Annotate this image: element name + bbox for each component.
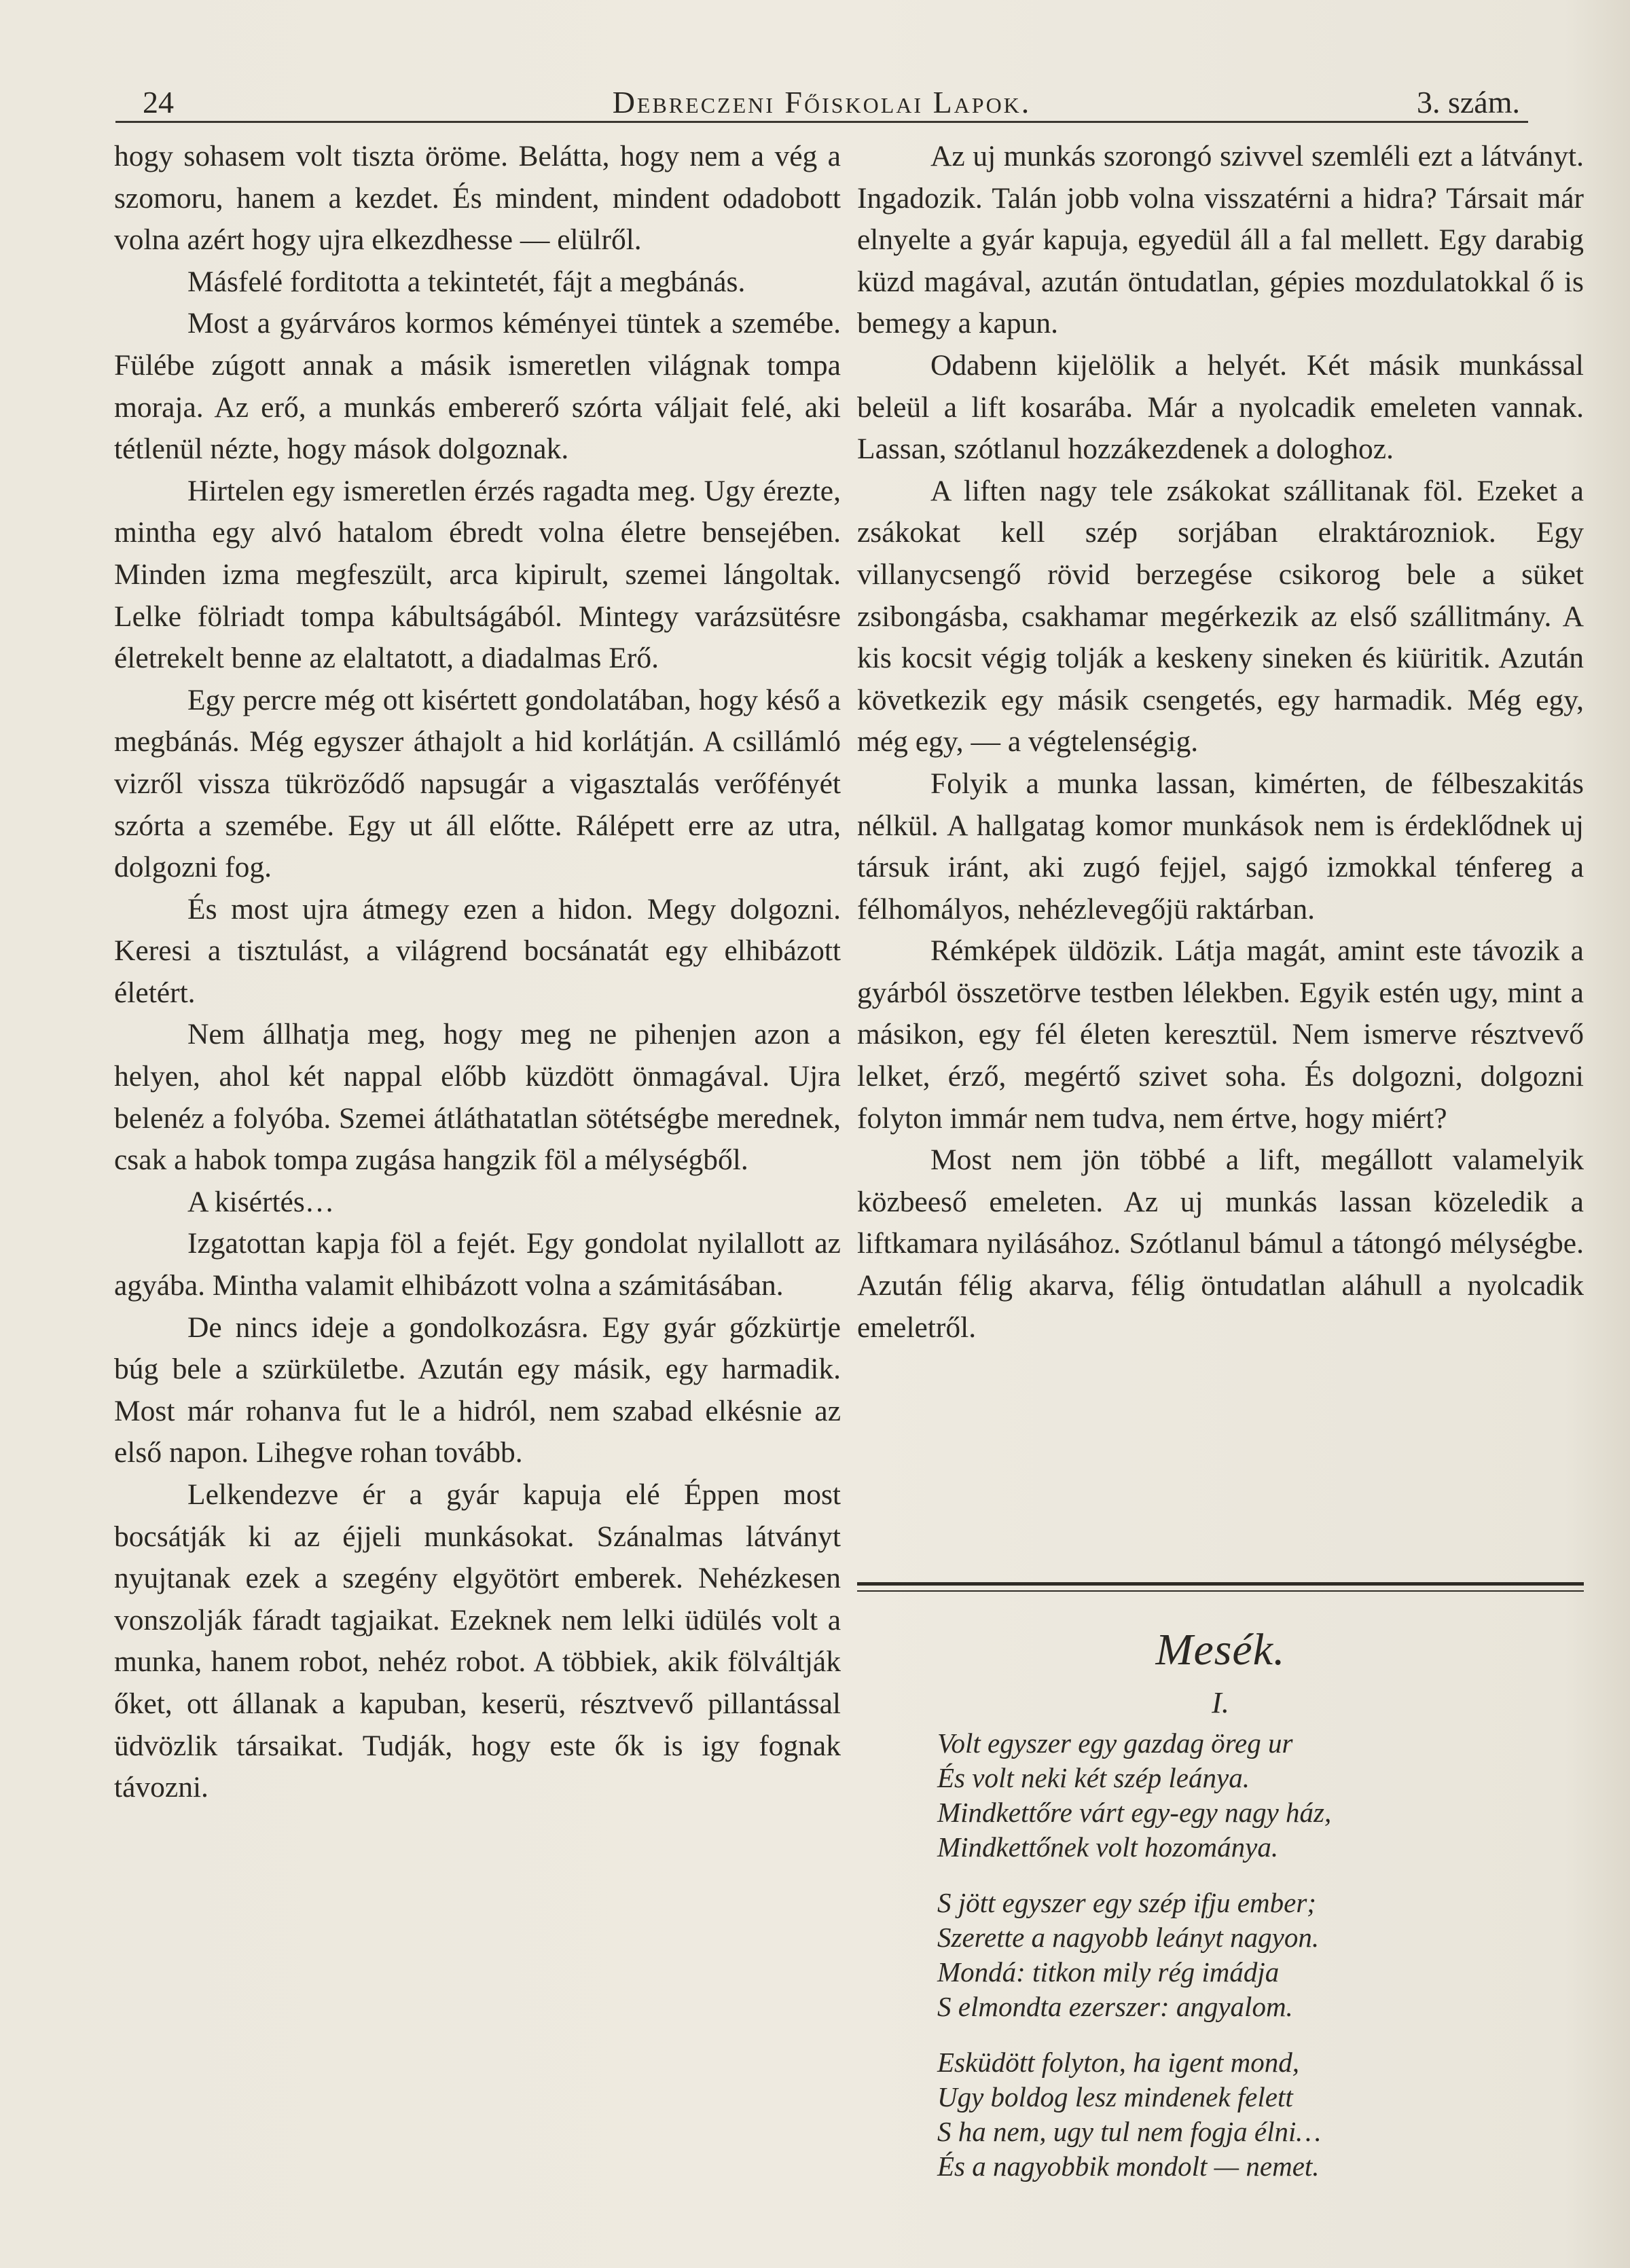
poem-number: I. bbox=[1212, 1686, 1229, 1719]
poem-line: Ugy boldog lesz mindenek felett bbox=[937, 2081, 1293, 2112]
paragraph: Hirtelen egy ismeretlen érzés ragadta meg. Ugy érezte, mintha egy alvó hatalom ébredt volna életre bensejében. Minden izma megfeszült, arca kipirult, szemei lángoltak. Lelke fölriadt tompa kábultságából. Mintegy varázsütésre életrekelt benne az elaltatott, a diadalmas Erő. bbox=[114, 474, 841, 675]
issue-number: 3. szám. bbox=[1416, 85, 1520, 120]
poem-line: S jött egyszer egy szép ifju ember; bbox=[937, 1887, 1316, 1918]
paragraph: Az uj munkás szorongó szivvel szemléli ezt a látványt. Ingadozik. Talán jobb volna visszatérni a hidra? Társait már elnyelte a gyár kapuja, egyedül áll a fal mellett. Egy darabig küzd magával, azután öntudatlan, gépies mozdulatokkal ő is bemegy a kapun. bbox=[857, 140, 1584, 340]
running-head bbox=[115, 73, 1528, 123]
stanza bbox=[937, 2045, 1548, 2184]
poem-line: Mondá: titkon mily rég imádja bbox=[937, 1956, 1280, 1988]
poem bbox=[937, 1726, 1548, 2205]
stanza bbox=[937, 1886, 1548, 2024]
poem-line: Volt egyszer egy gazdag öreg ur bbox=[937, 1727, 1293, 1759]
paragraph: Folyik a munka lassan, kimérten, de félbeszakitás nélkül. A hallgatag komor munkások nem is érdeklődnek uj társuk iránt, aki zugó fejjel, sajgó izmokkal ténfereg a félhomályos, nehézlevegőjü raktárban. bbox=[857, 767, 1584, 926]
paragraph: Nem állhatja meg, hogy meg ne pihenjen azon a helyen, ahol két nappal előbb küzdött önmagával. Ujra belenéz a folyóba. Szemei átláthatatlan sötétségbe merednek, csak a habok tompa zugása hangzik föl a mélységből. bbox=[114, 1018, 841, 1177]
paragraph: Rémképek üldözik. Látja magát, amint este távozik a gyárból összetörve testben lélekben. Egyik estén ugy, mint a másikon, egy fél életen keresztül. Nem ismerve résztvevő lelket, érző, megértő szivet soha. És dolgozni, dolgozni folyton immár nem tudva, nem értve, hogy miért? bbox=[857, 934, 1584, 1135]
poem-line: Esküdött folyton, ha igent mond, bbox=[937, 2047, 1299, 2078]
left-column bbox=[114, 136, 841, 1809]
poem-line: Mindkettőnek volt hozománya. bbox=[937, 1831, 1279, 1863]
paragraph: A liften nagy tele zsákokat szállitanak föl. Ezeket a zsákokat kell szép sorjában elraktározniok. Egy villanycsengő rövid berzegése csikorog bele a süket zsibongásba, csakhamar megérkezik az első szállitmány. A kis kocsit végig tolják a keskeny sineken és kiüritik. Azután következik egy másik csengetés, egy harmadik. Még egy, még egy, — a végtelenségig. bbox=[857, 474, 1584, 758]
paragraph: Lelkendezve ér a gyár kapuja elé Éppen most bocsátják ki az éjjeli munkásokat. Szánalmas látványt nyujtanak ezek a szegény elgyötört emberek. Nehézkesen vonszolják fáradt tagjaikat. Ezeknek nem lelki üdülés volt a munka, hanem robot, nehéz robot. A többiek, akik fölváltják őket, ott állanak a kapuban, keserü, résztvevő pillantással üdvözlik társaikat. Tudják, hogy este ők is igy fognak távozni. bbox=[114, 1478, 841, 1804]
poem-line: És volt neki két szép leánya. bbox=[937, 1762, 1250, 1793]
poem-line: Mindkettőre várt egy-egy nagy ház, bbox=[937, 1797, 1332, 1828]
paragraph: A kisértés… bbox=[187, 1185, 335, 1218]
paragraph: Most nem jön többé a lift, megállott valamelyik közbeeső emeleten. Az uj munkás lassan közeledik a liftkamara nyilásához. Szótlanul bámul a tátongó mélységbe. Azután félig akarva, félig öntudatlan aláhull a nyolcadik emeletről. bbox=[857, 1144, 1584, 1344]
page-number: 24 bbox=[143, 85, 174, 120]
poem-line: És a nagyobbik mondolt — nemet. bbox=[937, 2151, 1320, 2182]
paragraph: Másfelé forditotta a tekintetét, fájt a megbánás. bbox=[187, 265, 746, 298]
paragraph: És most ujra átmegy ezen a hidon. Megy dolgozni. Keresi a tisztulást, a világrend bocsánatát egy elhibázott életért. bbox=[114, 892, 841, 1009]
poem-line: S ha nem, ugy tul nem fogja élni… bbox=[937, 2116, 1321, 2147]
poem-line: Szerette a nagyobb leányt nagyon. bbox=[937, 1922, 1320, 1953]
paragraph: Most a gyárváros kormos kéményei tüntek a szemébe. Fülébe zúgott annak a másik ismeretlen világnak tompa moraja. Az erő, a munkás embererő szórta váljait felé, aki tétlenül nézte, hogy mások dolgoznak. bbox=[114, 307, 841, 466]
poem-title: Mesék. bbox=[1155, 1625, 1286, 1675]
section-divider bbox=[857, 1582, 1584, 1592]
right-column bbox=[857, 136, 1584, 1349]
paragraph: Izgatottan kapja föl a fejét. Egy gondolat nyilallott az agyába. Mintha valamit elhibázott volna a számitásában. bbox=[114, 1227, 841, 1302]
paragraph: hogy sohasem volt tiszta öröme. Belátta, hogy nem a vég a szomoru, hanem a kezdet. És mindent, mindent odadobott volna azért hogy ujra elkezdhesse — elülről. bbox=[114, 140, 841, 257]
journal-title: Debreczeni Főiskolai Lapok. bbox=[612, 85, 1032, 120]
poem-line: S elmondta ezerszer: angyalom. bbox=[937, 1991, 1293, 2022]
paragraph: Egy percre még ott kisértett gondolatában, hogy késő a megbánás. Még egyszer áthajolt a hid korlátján. A csillámló vizről vissza tükröződő napsugár a vigasztalás verőfényét szórta a szemébe. Egy ut áll előtte. Rálépett erre az utra, dolgozni fog. bbox=[114, 683, 841, 884]
paragraph: Odabenn kijelölik a helyét. Két másik munkással beleül a lift kosarába. Már a nyolcadik emeleten vannak. Lassan, szótlanul hozzákezdenek a dologhoz. bbox=[857, 348, 1584, 466]
stanza bbox=[937, 1726, 1548, 1865]
paragraph: De nincs ideje a gondolkozásra. Egy gyár gőzkürtje búg bele a szürkületbe. Azután egy másik, egy harmadik. Most már rohanva fut le a hidról, nem szabad elkésnie az első napon. Lihegve rohan tovább. bbox=[114, 1311, 841, 1469]
